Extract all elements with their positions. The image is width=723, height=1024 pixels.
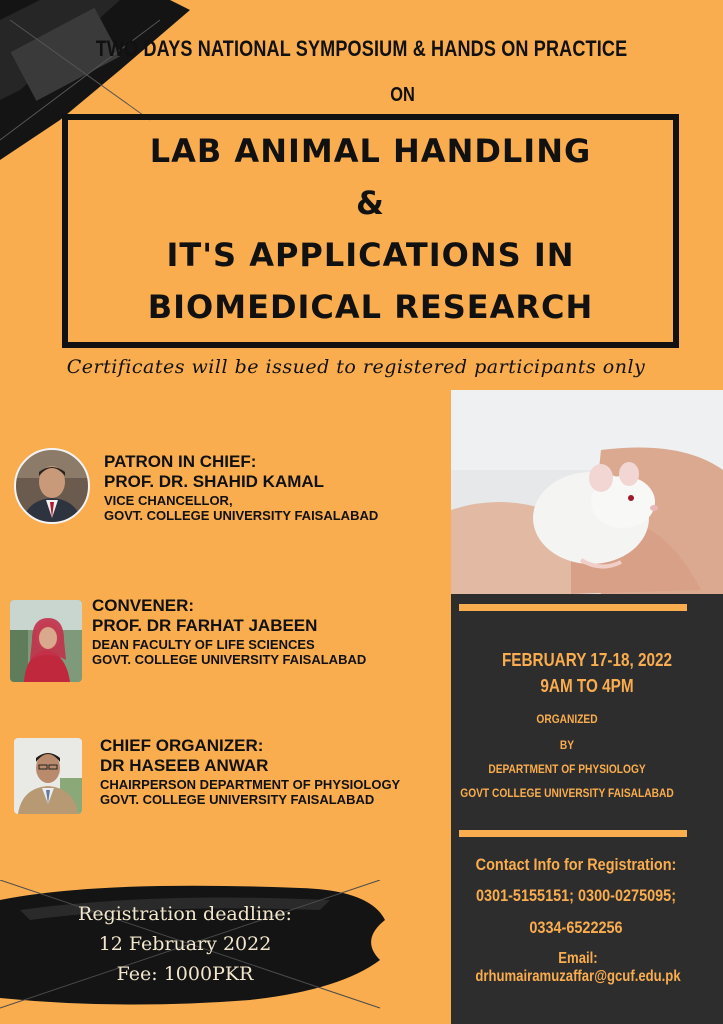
registration-deadline-date: 12 February 2022 (98, 933, 272, 955)
title-line-2: & (356, 184, 385, 222)
chief-organizer-title: CHAIRPERSON DEPARTMENT OF PHYSIOLOGY (100, 776, 401, 792)
contact-phones-1: 0301-5155151; 0300-0275095; (475, 886, 677, 905)
title-line-4: BIOMEDICAL RESEARCH (147, 288, 594, 326)
title-line-3: IT'S APPLICATIONS IN (166, 236, 575, 274)
patron-role: PATRON IN CHIEF: (104, 452, 257, 471)
organizing-university: GOVT COLLEGE UNIVERSITY FAISALABAD (460, 786, 674, 800)
divider-bottom (459, 830, 687, 837)
chief-organizer-role: CHIEF ORGANIZER: (100, 736, 264, 755)
title-line-1: LAB ANIMAL HANDLING (149, 132, 592, 170)
organized-by-label: BY (559, 738, 575, 752)
organized-label: ORGANIZED (536, 712, 598, 726)
contact-heading: Contact Info for Registration: (475, 855, 677, 874)
divider-top (459, 604, 687, 611)
avatar-convener (10, 600, 82, 682)
convener-role: CONVENER: (92, 596, 195, 615)
avatar-chief-organizer (14, 738, 82, 814)
avatar-patron (14, 448, 90, 524)
convener-university: GOVT. COLLEGE UNIVERSITY FAISALABAD (92, 652, 367, 668)
organizing-department: DEPARTMENT OF PHYSIOLOGY (488, 762, 646, 776)
event-header: TWO DAYS NATIONAL SYMPOSIUM & HANDS ON PRACTICE (95, 36, 628, 61)
lab-mouse-photo (451, 390, 723, 594)
certificate-note: Certificates will be issued to registered participants only (66, 356, 646, 378)
convener-title: DEAN FACULTY OF LIFE SCIENCES (92, 636, 315, 652)
chief-organizer-name: DR HASEEB ANWAR (100, 756, 269, 776)
event-date: FEBRUARY 17-18, 2022 (501, 650, 673, 670)
registration-deadline-label: Registration deadline: (78, 903, 292, 925)
patron-name: PROF. DR. SHAHID KAMAL (104, 472, 325, 492)
patron-title: VICE CHANCELLOR, (104, 492, 233, 508)
registration-fee: Fee: 1000PKR (116, 963, 254, 985)
contact-email: Email: drhumairamuzaffar@gcuf.edu.pk (475, 950, 681, 985)
convener-name: PROF. DR FARHAT JABEEN (92, 616, 318, 636)
event-header-on: ON (390, 84, 415, 106)
chief-organizer-university: GOVT. COLLEGE UNIVERSITY FAISALABAD (100, 792, 375, 808)
event-time: 9AM TO 4PM (540, 676, 634, 696)
patron-university: GOVT. COLLEGE UNIVERSITY FAISALABAD (104, 508, 379, 524)
contact-phones-2: 0334-6522256 (529, 918, 623, 937)
